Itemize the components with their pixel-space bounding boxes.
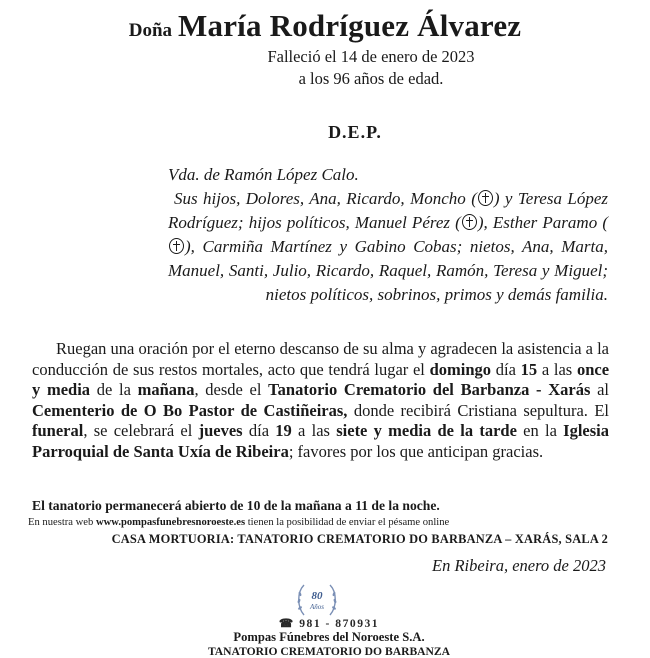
family-text-2: ) y Teresa López Rodríguez; hijos políticos, Manuel Pérez (	[168, 189, 608, 232]
cross-icon	[169, 238, 184, 254]
company-name: Pompas Fúnebres del Noroeste S.A.	[233, 630, 425, 644]
age-line: a los 96 años de edad.	[298, 69, 444, 88]
dep-heading: D.E.P.	[328, 122, 382, 142]
death-date-line: Falleció el 14 de enero de 2023	[267, 47, 475, 66]
mortuary-line: CASA MORTUORIA: TANATORIO CREMATORIO DO BARBANZA – XARÁS, SALA 2	[111, 532, 608, 546]
family-text-4: ), Carmiña Martínez y Gabino Cobas; nietos, Ana, Marta, Manuel, Santi, Julio, Ricardo, Raquel, Ramón, Teresa y Miguel; nietos políticos, sobrinos, primos y demás familia.	[168, 237, 608, 304]
svg-text:Años: Años	[310, 603, 324, 611]
svg-text:80: 80	[311, 590, 323, 602]
deceased-name: María Rodríguez Álvarez	[178, 8, 522, 43]
web-note: En nuestra web www.pompasfunebresnoroeste.es tienen la posibilidad de enviar el pésame online	[28, 517, 450, 528]
cross-icon	[478, 190, 493, 206]
deceased-header	[0, 8, 650, 44]
phone-icon: ☎	[278, 617, 295, 630]
family-block	[168, 163, 608, 307]
family-text-3: ), Esther Paramo (	[477, 213, 609, 232]
phone-line: ☎ 981 - 870931	[278, 617, 380, 630]
place-date: En Ribeira, enero de 2023	[432, 556, 606, 575]
widow-line: Vda. de Ramón López Calo.	[168, 165, 359, 184]
honorific: Doña	[128, 20, 173, 41]
family-list	[168, 187, 608, 307]
announcement-paragraph: Ruegan una oración por el eterno descanso de su alma y agradecen la asistencia a la conducción de sus restos mortales, acto que tendrá lugar el domingo día 15 a las once y media de la mañana, desde el Tanatorio Crematorio del Barbanza - Xarás al Cementerio de O Bo Pastor de Castiñeiras, donde recibirá Cristiana sepultura. El funeral, se celebrará el jueves día 19 a las siete y media de la tarde en la Iglesia Parroquial de Santa Uxía de Ribeira; favores por los que anticipan gracias.	[32, 339, 610, 461]
hours-note: El tanatorio permanecerá abierto de 10 de la mañana a 11 de la noche.	[32, 498, 440, 513]
cross-icon	[462, 214, 477, 230]
family-text-1: Sus hijos, Dolores, Ana, Ricardo, Moncho (	[174, 189, 477, 208]
company-subtitle: TANATORIO CREMATORIO DO BARBANZA	[207, 645, 451, 658]
website-link[interactable]: www.pompasfunebresnoroeste.es	[95, 517, 246, 528]
